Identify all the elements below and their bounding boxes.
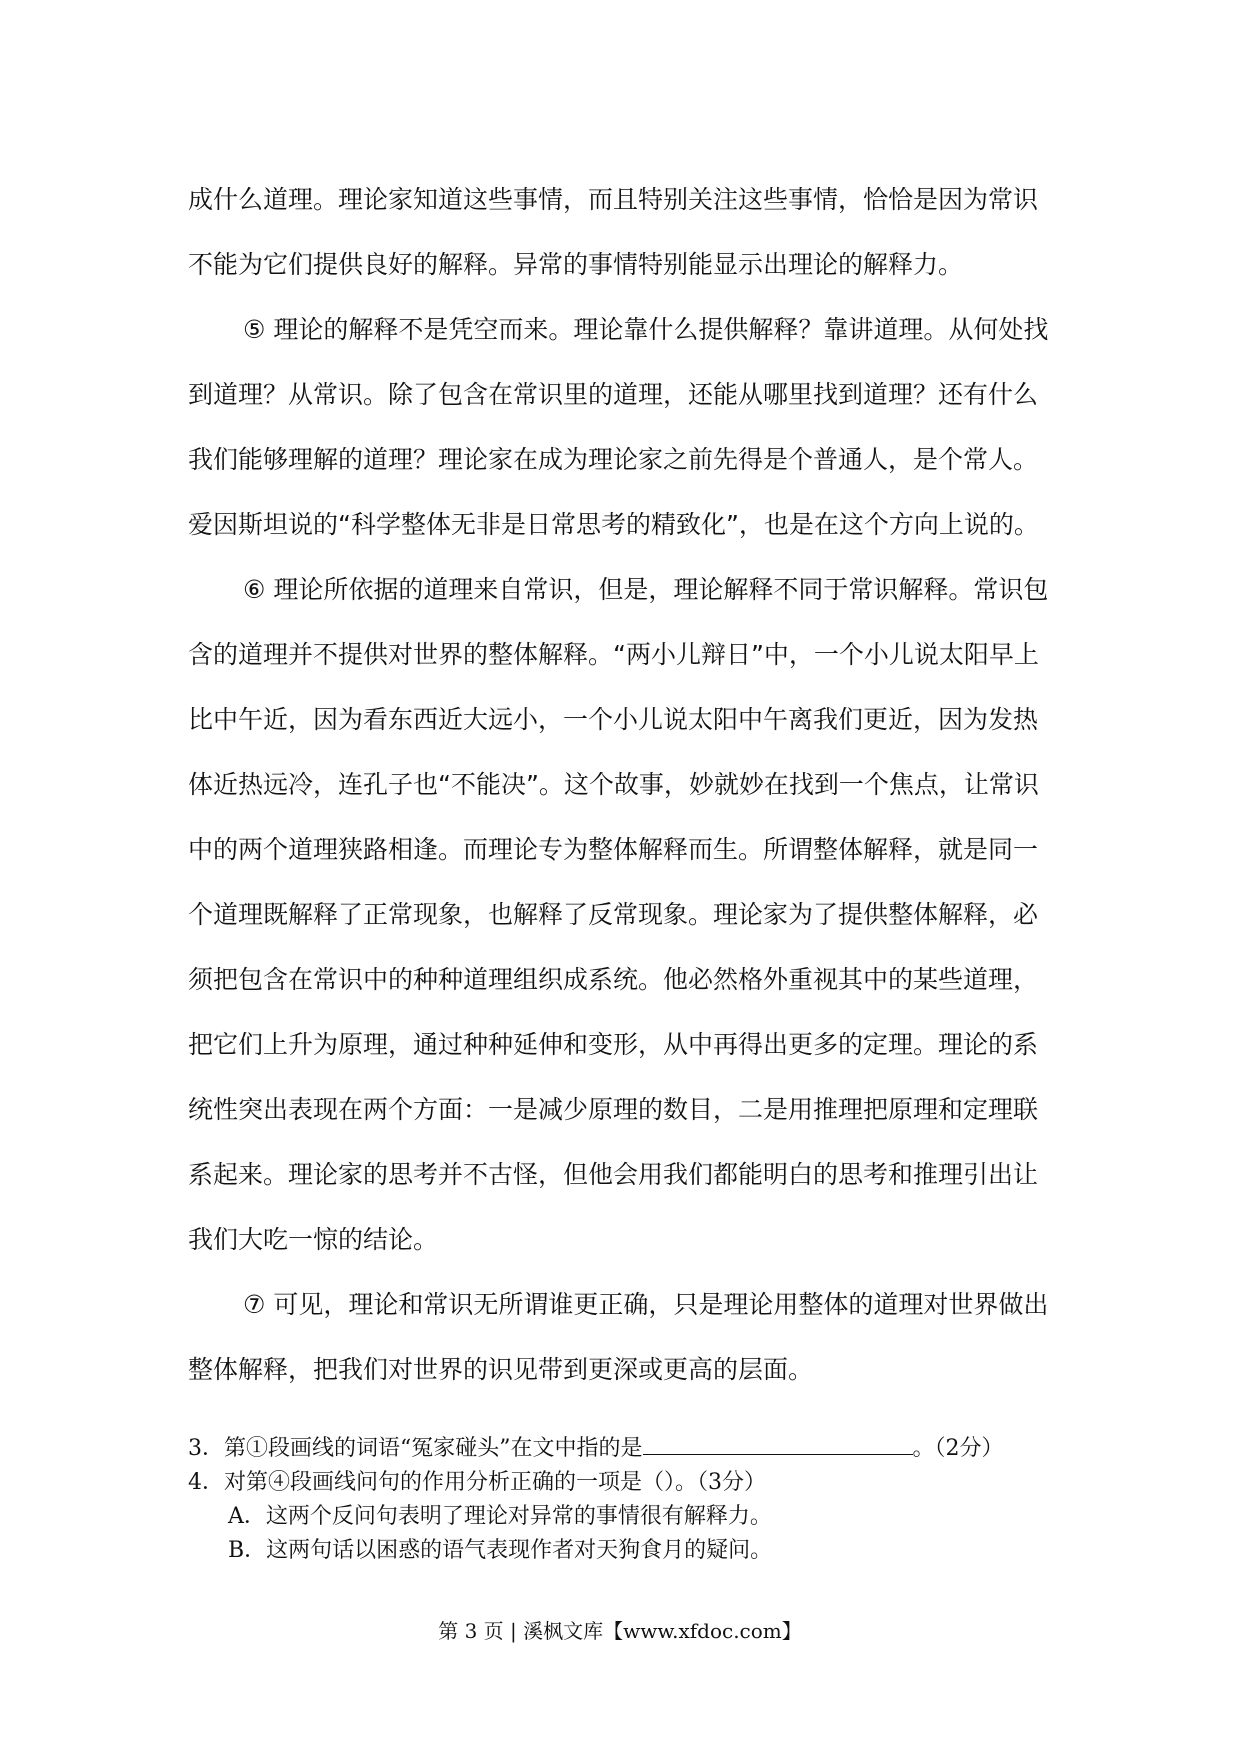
paragraph-6: ⑥ 理论所依据的道理来自常识，但是，理论解释不同于常识解释。常识包含的道理并不提供对世界的整体解释。“两小儿辩日”中，一个小儿说太阳早上比中午近，因为看东西近大远小，一个小儿说太阳中午离我们更近，因为发热体近热远冷，连孔子也“不能决”。这个故事，妙就妙在找到一个焦点，让常识中的两个道理狭路相逢。而理论专为整体解释而生。所谓整体解释，就是同一个道理既解释了正常现象，也解释了反常现象。理论家为了提供整体解释，必须把包含在常识中的种种道理组织成系统。他必然格外重视其中的某些道理，把它们上升为原理，通过种种延伸和变形，从中再得出更多的定理。理论的系统性突出表现在两个方面：一是减少原理的数目，二是用推理把原理和定理联系起来。理论家的思考并不古怪，但他会用我们都能明白的思考和推理引出让我们大吃一惊的结论。 xyxy=(188,575,1049,1254)
question-section xyxy=(188,1432,1058,1568)
paragraph-5: ⑤ 理论的解释不是凭空而来。理论靠什么提供解释？靠讲道理。从何处找到道理？从常识。除了包含在常识里的道理，还能从哪里找到道理？还有什么我们能够理解的道理？理论家在成为理论家之前先得是个普通人，是个常人。爱因斯坦说的“科学整体无非是日常思考的精致化”，也是在这个方向上说的。 xyxy=(188,315,1049,539)
question-4: 4．对第④段画线问句的作用分析正确的一项是（）。（3分） xyxy=(188,1470,766,1495)
page-footer: 第 3 页 | 溪枫文库【www.xfdoc.com】 xyxy=(438,1619,802,1643)
question-3-prompt: 3．第①段画线的词语“冤家碰头”在文中指的是 xyxy=(188,1436,643,1461)
option-a: A．这两个反问句表明了理论对异常的事情很有解释力。 xyxy=(228,1504,772,1529)
paragraph-7: ⑦ 可见，理论和常识无所谓谁更正确，只是理论用整体的道理对世界做出整体解释，把我们对世界的识见带到更深或更高的层面。 xyxy=(188,1290,1049,1384)
paragraph-continuation: 成什么道理。理论家知道这些事情，而且特别关注这些事情，恰恰是因为常识不能为它们提供良好的解释。异常的事情特别能显示出理论的解释力。 xyxy=(188,185,1039,279)
answer-blank[interactable] xyxy=(643,1432,913,1455)
question-3 xyxy=(188,1432,1058,1466)
option-b: B．这两句话以困惑的语气表现作者对天狗食月的疑问。 xyxy=(228,1538,773,1563)
article-body xyxy=(188,167,1058,1402)
question-3-score: 。（2分） xyxy=(912,1436,1004,1461)
